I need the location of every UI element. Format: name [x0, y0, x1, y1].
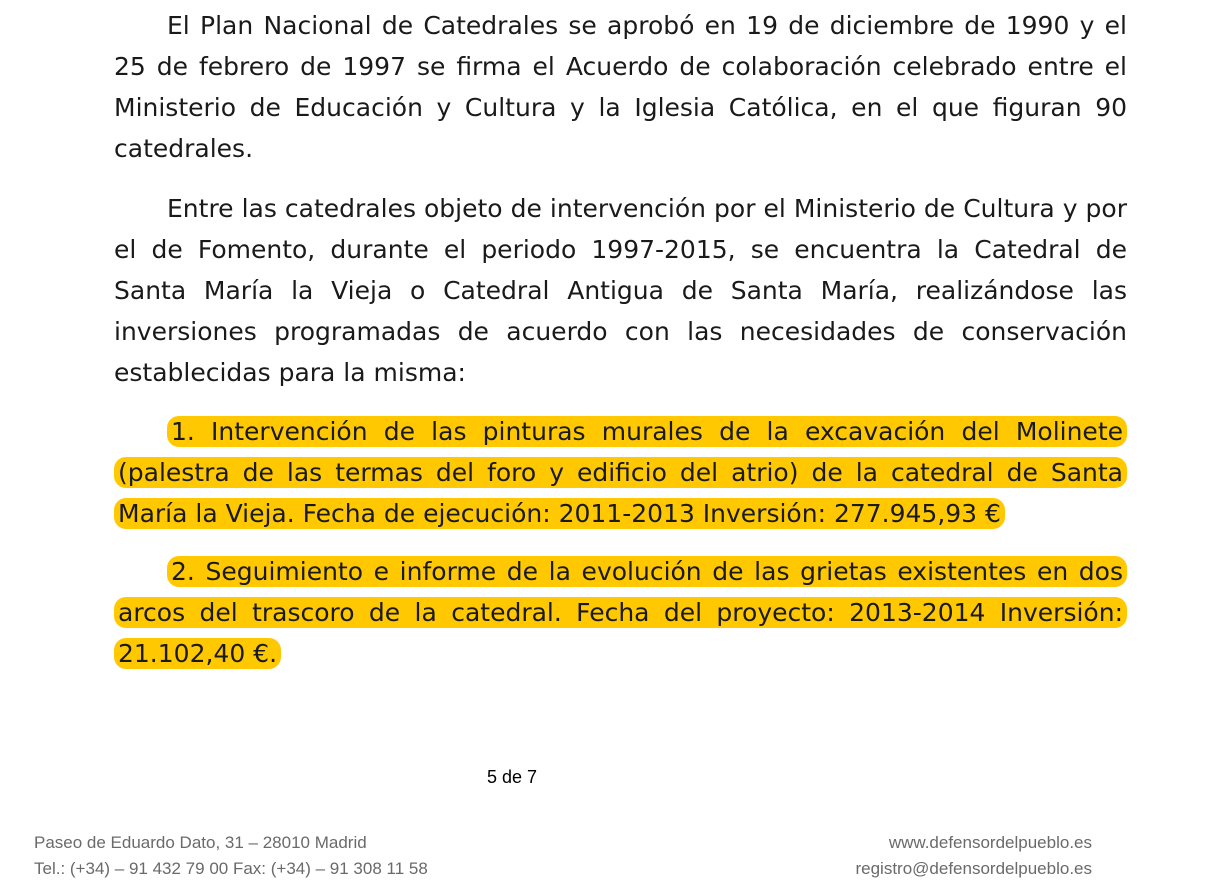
paragraph-catedrales-intervencion: Entre las catedrales objeto de intervención por el Ministerio de Cultura y por el de Fomento, durante el periodo 1997-2015, se encuentra la Catedral de Santa María la Vieja o Catedral Antigua de Santa María, realizándose las inversiones programadas de acuerdo con las necesidades de conservación establecidas para la misma:: [114, 194, 1127, 387]
page-number: 5 de 7: [486, 767, 538, 787]
paragraph-plan-nacional: El Plan Nacional de Catedrales se aprobó en 19 de diciembre de 1990 y el 25 de febrero de 1997 se firma el Acuerdo de colaboración celebrado entre el Ministerio de Educación y Cultura y la Iglesia Católica, en el que figuran 90 catedrales.: [114, 11, 1127, 163]
footer-email-link[interactable]: registro@defensordelpueblo.es: [855, 859, 1092, 878]
footer-website-link[interactable]: www.defensordelpueblo.es: [888, 833, 1092, 852]
list-item-seguimiento-grietas: [114, 551, 1127, 674]
footer-contact: [34, 830, 428, 882]
list-item-intervencion-pinturas: [114, 411, 1127, 534]
highlighted-text: 2. Seguimiento e informe de la evolución de las grietas existentes en dos arcos del trascoro de la catedral. Fecha del proyecto: 2013-2014 Inversión: 21.102,40 €.: [114, 556, 1127, 669]
footer-address: Paseo de Eduardo Dato, 31 – 28010 Madrid: [34, 833, 367, 852]
footer-web: [855, 830, 1092, 882]
footer-phone: Tel.: (+34) – 91 432 79 00 Fax: (+34) – 91 308 11 58: [34, 859, 428, 878]
highlighted-text: 1. Intervención de las pinturas murales de la excavación del Molinete (palestra de las termas del foro y edificio del atrio) de la catedral de Santa María la Vieja. Fecha de ejecución: 2011-2013 Inversión: 277.945,93 €: [114, 416, 1127, 529]
